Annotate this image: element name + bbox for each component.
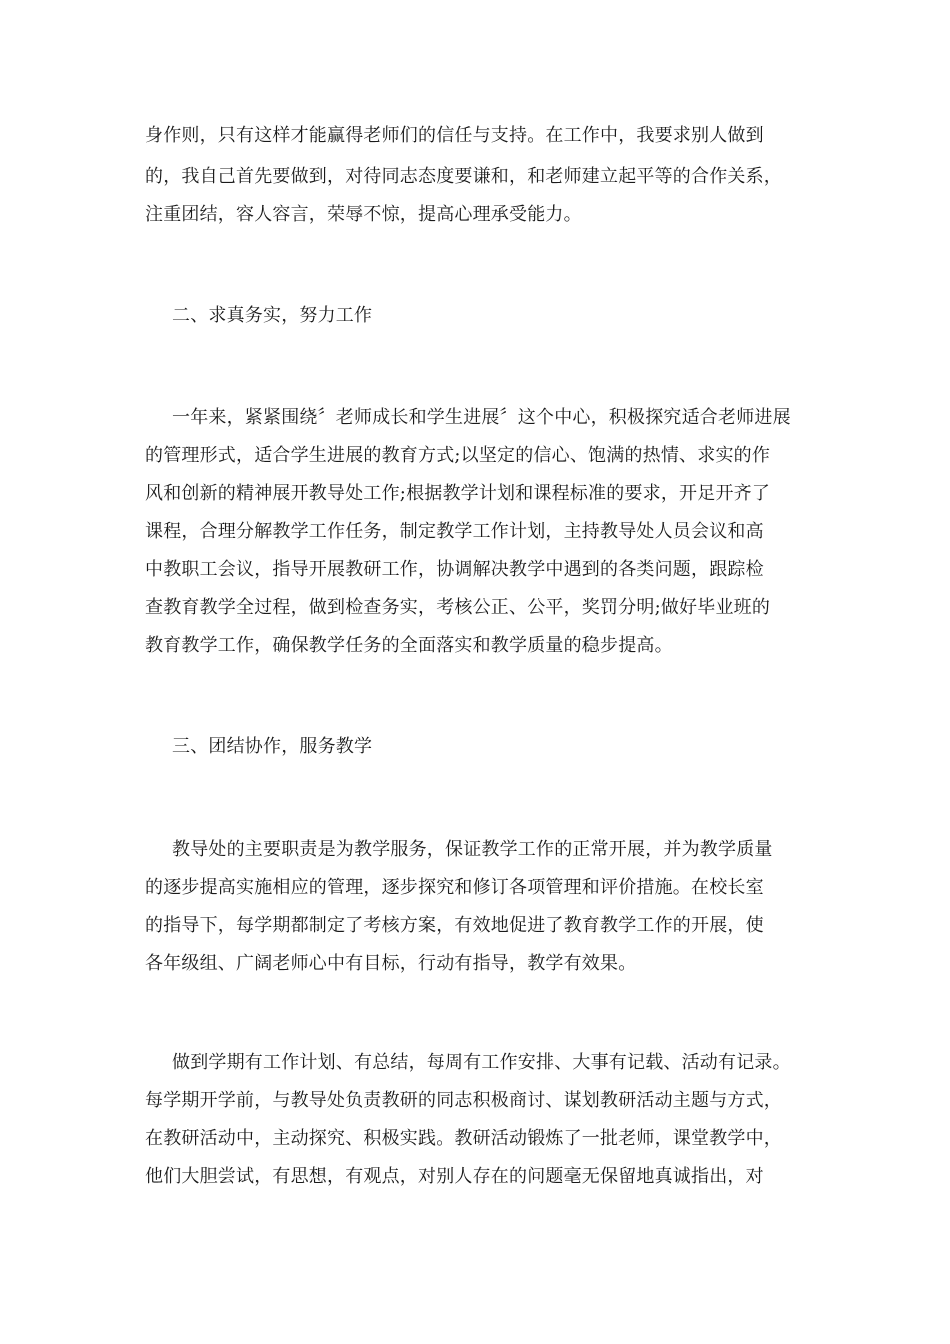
paragraph-4-line-2: 每学期开学前，与教导处负责教研的同志积极商讨、谋划教研活动主题与方式，: [145, 1090, 782, 1111]
paragraph-3-line-3: 的指导下，每学期都制定了考核方案，有效地促进了教育教学工作的开展，使: [145, 915, 764, 936]
paragraph-4-line-3: 在教研活动中，主动探究、积极实践。教研活动锻炼了一批老师，课堂教学中，: [145, 1128, 782, 1149]
paragraph-2-line-4: 课程，合理分解教学工作任务，制定教学工作计划，主持教导处人员会议和高: [145, 521, 764, 542]
paragraph-2-line-6: 查教育教学全过程，做到检查务实，考核公正、公平，奖罚分明;做好毕业班的: [145, 597, 771, 618]
section-heading-3: 三、团结协作，服务教学: [172, 736, 373, 757]
section-heading-2: 二、求真务实，努力工作: [172, 305, 373, 326]
paragraph-3-line-2: 的逐步提高实施相应的管理，逐步探究和修订各项管理和评价措施。在校长室: [145, 877, 764, 898]
paragraph-1-line-3: 注重团结，容人容言，荣辱不惊，提高心理承受能力。: [145, 204, 582, 225]
paragraph-4-line-1: 做到学期有工作计划、有总结，每周有工作安排、大事有记载、活动有记录。: [172, 1052, 791, 1073]
paragraph-1-line-1: 身作则，只有这样才能赢得老师们的信任与支持。在工作中，我要求别人做到: [145, 125, 764, 146]
paragraph-2-line-5: 中教职工会议，指导开展教研工作，协调解决教学中遇到的各类问题，跟踪检: [145, 559, 764, 580]
paragraph-3-line-4: 各年级组、广阔老师心中有目标，行动有指导，教学有效果。: [145, 953, 637, 974]
paragraph-2-line-2: 的管理形式，适合学生进展的教育方式;以坚定的信心、饱满的热情、求实的作: [145, 445, 771, 466]
paragraph-2-line-7: 教育教学工作，确保教学任务的全面落实和教学质量的稳步提高。: [145, 635, 673, 656]
paragraph-3-line-1: 教导处的主要职责是为教学服务，保证教学工作的正常开展，并为教学质量: [172, 839, 773, 860]
paragraph-4-line-4: 他们大胆尝试，有思想，有观点，对别人存在的问题毫无保留地真诚指出，对: [145, 1166, 764, 1187]
paragraph-2-line-1: 一年来，紧紧围绕〞老师成长和学生进展〞这个中心，积极探究适合老师进展: [172, 407, 791, 428]
paragraph-1-line-2: 的，我自己首先要做到，对待同志态度要谦和，和老师建立起平等的合作关系，: [145, 166, 782, 187]
paragraph-2-line-3: 风和创新的精神展开教导处工作;根据教学计划和课程标准的要求，开足开齐了: [145, 483, 771, 504]
